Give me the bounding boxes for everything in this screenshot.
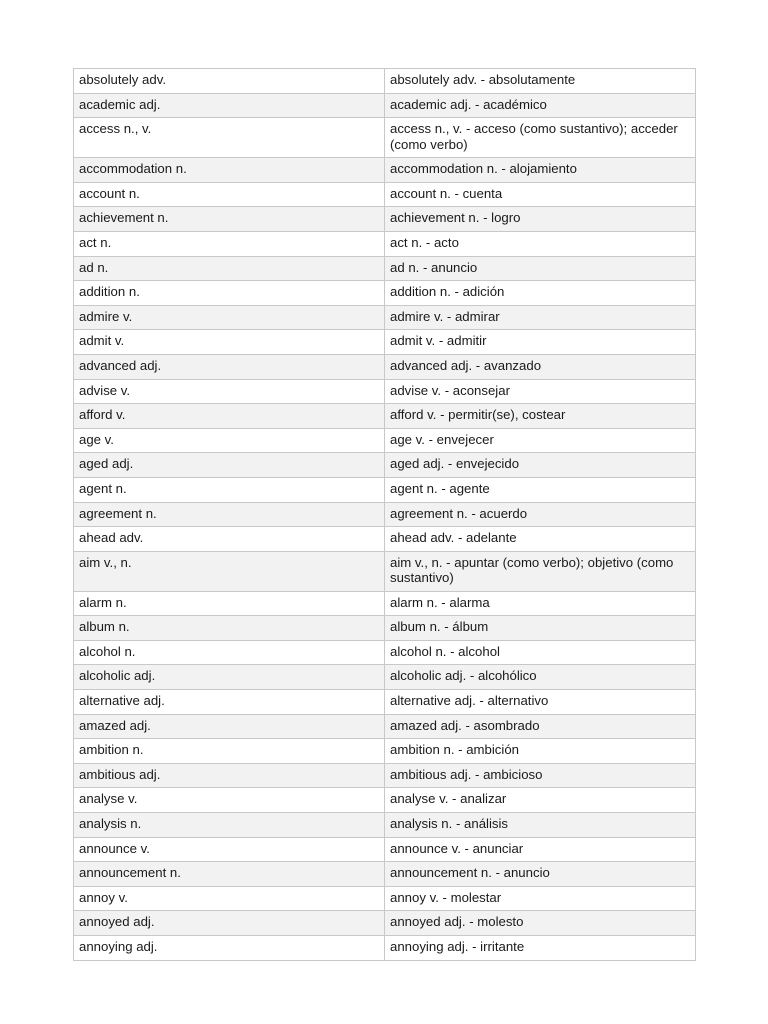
translation-cell: age v. - envejecer [385, 428, 696, 453]
translation-cell: advise v. - aconsejar [385, 379, 696, 404]
table-row [74, 527, 696, 552]
term-cell: age v. [74, 428, 385, 453]
term-cell: alarm n. [74, 591, 385, 616]
table-row [74, 207, 696, 232]
translation-cell: academic adj. - académico [385, 93, 696, 118]
translation-cell: ahead adv. - adelante [385, 527, 696, 552]
translation-cell: amazed adj. - asombrado [385, 714, 696, 739]
term-cell: academic adj. [74, 93, 385, 118]
translation-cell: achievement n. - logro [385, 207, 696, 232]
translation-cell: account n. - cuenta [385, 182, 696, 207]
term-cell: annoy v. [74, 886, 385, 911]
table-row [74, 158, 696, 183]
term-cell: album n. [74, 616, 385, 641]
table-row [74, 69, 696, 94]
translation-cell: announcement n. - anuncio [385, 862, 696, 887]
table-row [74, 93, 696, 118]
term-cell: ahead adv. [74, 527, 385, 552]
table-row [74, 665, 696, 690]
translation-cell: access n., v. - acceso (como sustantivo); acceder (como verbo) [385, 118, 696, 158]
translation-cell: ambition n. - ambición [385, 739, 696, 764]
term-cell: access n., v. [74, 118, 385, 158]
table-row [74, 886, 696, 911]
translation-cell: annoying adj. - irritante [385, 936, 696, 961]
translation-cell: analyse v. - analizar [385, 788, 696, 813]
table-row [74, 118, 696, 158]
term-cell: achievement n. [74, 207, 385, 232]
term-cell: act n. [74, 231, 385, 256]
table-row [74, 714, 696, 739]
translation-cell: album n. - álbum [385, 616, 696, 641]
table-row [74, 813, 696, 838]
translation-cell: ad n. - anuncio [385, 256, 696, 281]
table-row [74, 428, 696, 453]
table-row [74, 616, 696, 641]
term-cell: ad n. [74, 256, 385, 281]
table-row [74, 281, 696, 306]
table-row [74, 330, 696, 355]
table-row [74, 231, 696, 256]
term-cell: agreement n. [74, 502, 385, 527]
translation-cell: ambitious adj. - ambicioso [385, 763, 696, 788]
translation-cell: act n. - acto [385, 231, 696, 256]
vocabulary-table [73, 68, 696, 961]
translation-cell: annoyed adj. - molesto [385, 911, 696, 936]
table-row [74, 936, 696, 961]
term-cell: announcement n. [74, 862, 385, 887]
translation-cell: alcohol n. - alcohol [385, 640, 696, 665]
term-cell: admire v. [74, 305, 385, 330]
term-cell: aged adj. [74, 453, 385, 478]
term-cell: aim v., n. [74, 551, 385, 591]
table-row [74, 256, 696, 281]
translation-cell: advanced adj. - avanzado [385, 354, 696, 379]
term-cell: annoying adj. [74, 936, 385, 961]
term-cell: accommodation n. [74, 158, 385, 183]
translation-cell: absolutely adv. - absolutamente [385, 69, 696, 94]
translation-cell: alternative adj. - alternativo [385, 690, 696, 715]
table-row [74, 379, 696, 404]
translation-cell: annoy v. - molestar [385, 886, 696, 911]
term-cell: annoyed adj. [74, 911, 385, 936]
translation-cell: agreement n. - acuerdo [385, 502, 696, 527]
term-cell: amazed adj. [74, 714, 385, 739]
term-cell: analysis n. [74, 813, 385, 838]
term-cell: advise v. [74, 379, 385, 404]
table-row [74, 837, 696, 862]
vocabulary-table-body [74, 69, 696, 961]
table-row [74, 591, 696, 616]
term-cell: analyse v. [74, 788, 385, 813]
term-cell: alternative adj. [74, 690, 385, 715]
translation-cell: announce v. - anunciar [385, 837, 696, 862]
translation-cell: agent n. - agente [385, 477, 696, 502]
term-cell: ambition n. [74, 739, 385, 764]
table-row [74, 690, 696, 715]
table-row [74, 502, 696, 527]
table-row [74, 453, 696, 478]
translation-cell: analysis n. - análisis [385, 813, 696, 838]
term-cell: advanced adj. [74, 354, 385, 379]
translation-cell: accommodation n. - alojamiento [385, 158, 696, 183]
term-cell: announce v. [74, 837, 385, 862]
table-row [74, 182, 696, 207]
term-cell: agent n. [74, 477, 385, 502]
term-cell: absolutely adv. [74, 69, 385, 94]
translation-cell: afford v. - permitir(se), costear [385, 404, 696, 429]
term-cell: addition n. [74, 281, 385, 306]
term-cell: ambitious adj. [74, 763, 385, 788]
term-cell: alcohol n. [74, 640, 385, 665]
term-cell: admit v. [74, 330, 385, 355]
translation-cell: addition n. - adición [385, 281, 696, 306]
translation-cell: alarm n. - alarma [385, 591, 696, 616]
translation-cell: admit v. - admitir [385, 330, 696, 355]
table-row [74, 788, 696, 813]
table-row [74, 477, 696, 502]
translation-cell: aged adj. - envejecido [385, 453, 696, 478]
table-row [74, 763, 696, 788]
term-cell: account n. [74, 182, 385, 207]
table-row [74, 911, 696, 936]
term-cell: afford v. [74, 404, 385, 429]
table-row [74, 305, 696, 330]
translation-cell: aim v., n. - apuntar (como verbo); objetivo (como sustantivo) [385, 551, 696, 591]
translation-cell: admire v. - admirar [385, 305, 696, 330]
table-row [74, 551, 696, 591]
table-row [74, 739, 696, 764]
translation-cell: alcoholic adj. - alcohólico [385, 665, 696, 690]
term-cell: alcoholic adj. [74, 665, 385, 690]
table-row [74, 862, 696, 887]
table-row [74, 354, 696, 379]
table-row [74, 640, 696, 665]
table-row [74, 404, 696, 429]
